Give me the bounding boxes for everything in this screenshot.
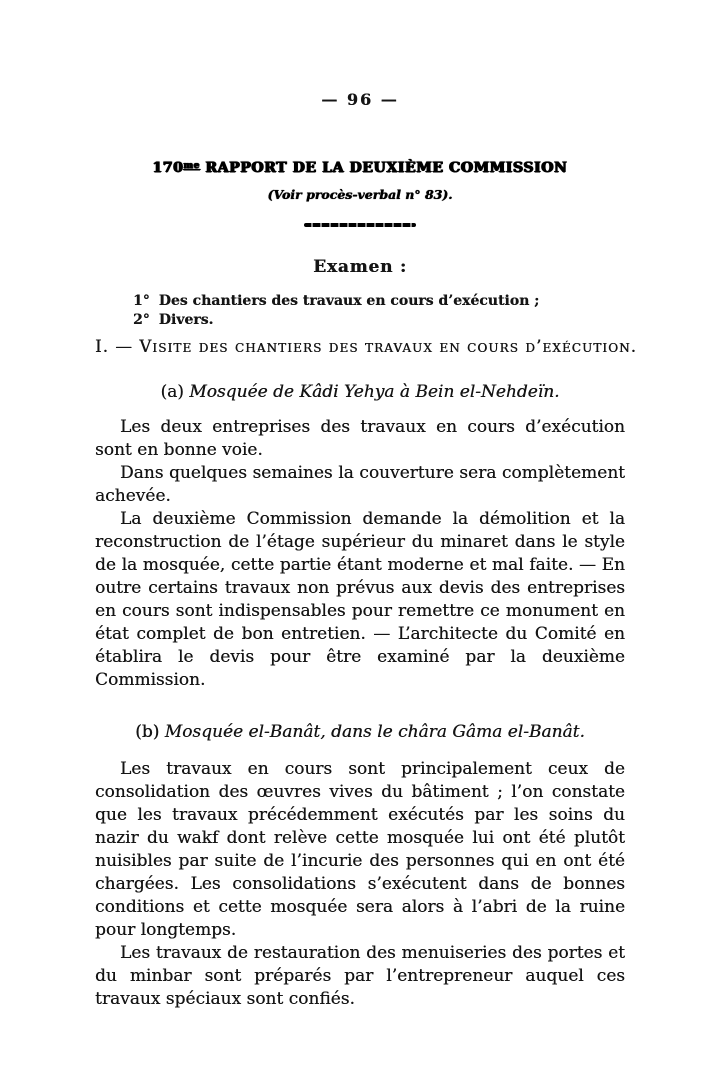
paragraph: Les travaux de restauration des menuiseries des portes et du minbar sont préparés par l’entrepreneur auquel ces travaux spéciaux sont confiés. xyxy=(95,943,625,1009)
page-number: — 96 — xyxy=(321,90,399,109)
paragraph: Dans quelques semaines la couverture sera complètement achevée. xyxy=(95,463,625,506)
paragraph: Les deux entreprises des travaux en cours d’exécution sont en bonne voie. xyxy=(95,417,625,460)
agenda-item-number: 1° xyxy=(133,293,150,309)
subsection-b-label: (b) xyxy=(135,722,160,742)
report-title-ordinal-suffix: me xyxy=(183,161,201,171)
report-subtitle: (Voir procès-verbal n° 83). xyxy=(267,187,453,202)
report-title-text: RAPPORT DE LA DEUXIÈME COMMISSION xyxy=(200,160,568,176)
subsection-b-title: Mosquée el-Banât, dans le châra Gâma el-Banât. xyxy=(164,722,585,742)
subsection-a-label: (a) xyxy=(160,382,184,402)
examen-heading: Examen : xyxy=(313,257,407,277)
separator-rule xyxy=(304,223,416,227)
report-title-number: 170 xyxy=(152,160,184,176)
section-heading: I. — Visite des chantiers des travaux en cours d’exécution. xyxy=(95,337,638,356)
paragraph: Les travaux en cours sont principalement ceux de consolidation des œuvres vives du bâtiment ; l’on constate que les travaux précédemment exécutés par les soins du nazir du wakf dont relève cette mosquée lui ont été plutôt nuisibles par suite de l’incurie des personnes qui en ont été chargées. Les consolidations s’exécutent dans de bonnes conditions et cette mosquée sera alors à l’abri de la ruine pour longtemps. xyxy=(95,759,625,940)
agenda-item-text: Des chantiers des travaux en cours d’exécution ; xyxy=(158,293,540,309)
paragraph: La deuxième Commission demande la démolition et la reconstruction de l’étage supérieur du minaret dans le style de la mosquée, cette partie étant moderne et mal faite. — En outre certains travaux non prévus aux devis des entreprises en cours sont indispensables pour remettre ce monument en état complet de bon entretien. — L’architecte du Comité en établira le devis pour être examiné par la deuxième Commission. xyxy=(95,509,625,690)
subsection-a-heading xyxy=(95,382,625,402)
agenda-list xyxy=(95,292,625,330)
agenda-item xyxy=(133,292,625,311)
subsection-a-body xyxy=(95,416,625,692)
subsection-b-body xyxy=(95,758,625,1011)
agenda-item xyxy=(133,311,625,330)
agenda-item-text: Divers. xyxy=(158,312,214,328)
agenda-item-number: 2° xyxy=(133,312,150,328)
subsection-b-heading xyxy=(95,722,625,742)
subsection-a-title: Mosquée de Kâdi Yehya à Bein el-Nehdeïn. xyxy=(189,382,560,402)
report-title xyxy=(95,160,625,176)
